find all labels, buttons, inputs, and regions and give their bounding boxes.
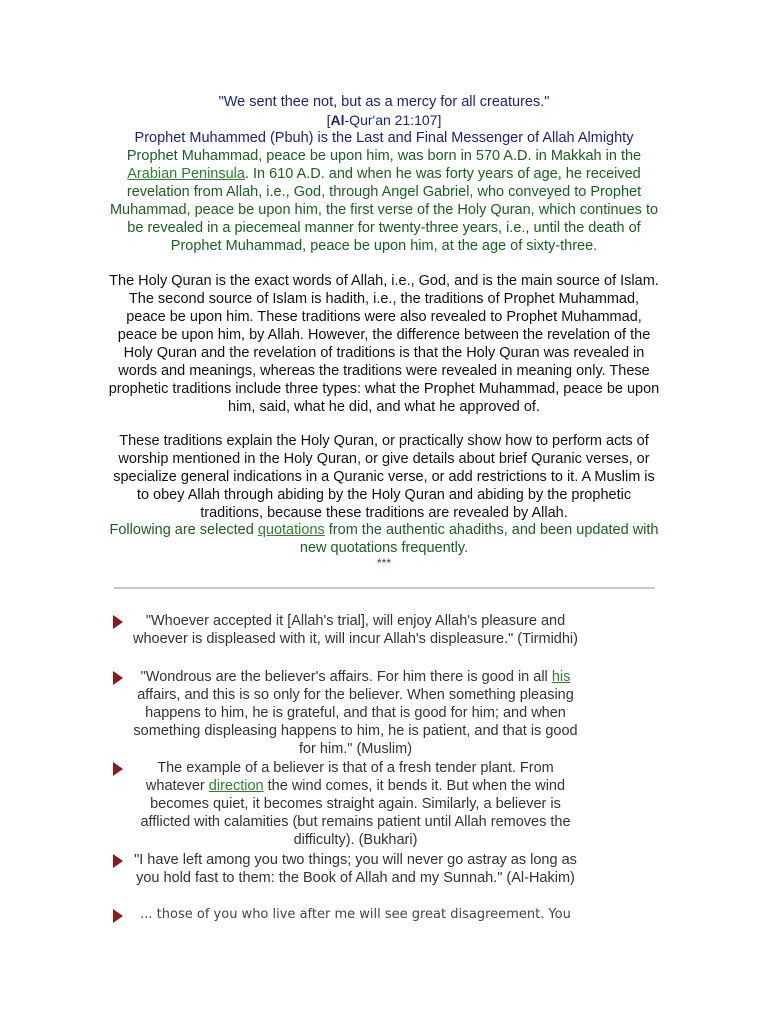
hadith-item — [113, 612, 583, 648]
citation-reference: -Qur'an 21:107] — [344, 112, 442, 128]
quotations-link[interactable]: quotations — [257, 522, 325, 538]
triangle-bullet-icon — [113, 671, 123, 685]
quotations-text-end: from the authentic ahadiths, and been updated with new quotations frequently. — [299, 522, 659, 556]
triangle-bullet-icon — [113, 615, 123, 629]
arabian-peninsula-link[interactable]: Arabian Peninsula — [127, 166, 245, 182]
hadith-text: ... those of you who live after me will see great disagreement. You — [140, 907, 571, 922]
hadith-text — [128, 759, 583, 849]
hadith-item — [113, 851, 583, 887]
quotations-intro-paragraph — [108, 521, 660, 557]
quran-citation — [0, 111, 768, 129]
hadith-text: "Whoever accepted it [Allah's trial], will enjoy Allah's pleasure and whoever is displeased with it, will incur Allah's displeasure." (Tirmidhi) — [133, 613, 578, 647]
intro-text-end: . In 610 A.D. and when he was forty years of age, he received revelation from Allah, i.e., God, through Angel Gabriel, who conveyed to Prophet Muhammad, peace be upon him, the first verse of the Holy Quran, which continues to be revealed in a piecemeal manner for twenty-three years, i.e., until the death of Prophet Muhammad, peace be upon him, at the age of sixty-three. — [109, 166, 659, 254]
intro-paragraph — [108, 147, 660, 255]
section-stars: *** — [376, 556, 391, 570]
direction-link[interactable]: direction — [208, 778, 264, 794]
hadith-item — [113, 668, 583, 758]
traditions-paragraph: These traditions explain the Holy Quran, or practically show how to perform acts of worship mentioned in the Holy Quran, or give details about brief Quranic verses, or specialize general indications in a Quranic verse, or add restrictions to it. A Muslim is to obey Allah through abiding by the Holy Quran and abiding by the prophetic traditions, because these traditions are revealed by Allah. — [113, 433, 655, 521]
citation-open-bracket: [ — [326, 112, 331, 128]
opening-quote: "We sent thee not, but as a mercy for all creatures." — [218, 94, 550, 110]
citation-bold-part: Al — [330, 112, 345, 128]
quran-paragraph: The Holy Quran is the exact words of Allah, i.e., God, and is the main source of Islam. The second source of Islam is hadith, i.e., the traditions of Prophet Muhammad, peace be upon him. These traditions were also revealed to Prophet Muhammad, peace be upon him, by Allah. However, the difference between the revelation of the Holy Quran and the revelation of traditions is that the Holy Quran was revealed in words and meanings, whereas the traditions were revealed in meaning only. These prophetic traditions include three types: what the Prophet Muhammad, peace be upon him, said, what he did, and what he approved of. — [108, 273, 660, 415]
horizontal-divider — [114, 587, 655, 589]
hadith-text — [128, 668, 583, 758]
quotations-text-start: Following are selected — [109, 522, 258, 538]
hadith-text: "I have left among you two things; you will never go astray as long as you hold fast to them: the Book of Allah and my Sunnah." (Al-Hakim) — [134, 852, 577, 886]
intro-text-start: Prophet Muhammad, peace be upon him, was born in 570 A.D. in Makkah in the — [126, 148, 642, 164]
page-heading: Prophet Muhammed (Pbuh) is the Last and Final Messenger of Allah Almighty — [134, 130, 634, 146]
hadith-text-start: "Wondrous are the believer's affairs. For him there is good in all — [140, 669, 552, 685]
hadith-item — [113, 906, 583, 924]
triangle-bullet-icon — [113, 762, 123, 776]
hadith-text-start: The example of a believer is that of a fresh tender plant. From whatever — [145, 760, 554, 794]
triangle-bullet-icon — [113, 909, 123, 923]
hadith-text-end: the wind comes, it bends it. But when the wind becomes quiet, it becomes straight again. Similarly, a believer is afflicted with calamities (but remains patient until Allah removes the difficulty). (Bukhari) — [140, 778, 571, 848]
hadith-item — [113, 759, 583, 849]
his-link[interactable]: his — [551, 669, 571, 685]
triangle-bullet-icon — [113, 854, 123, 868]
hadith-text-end: affairs, and this is so only for the believer. When something pleasing happens to him, he is grateful, and that is good for him; and when something displeasing happens to him, he is patient, and that is good for him." (Muslim) — [133, 687, 578, 757]
